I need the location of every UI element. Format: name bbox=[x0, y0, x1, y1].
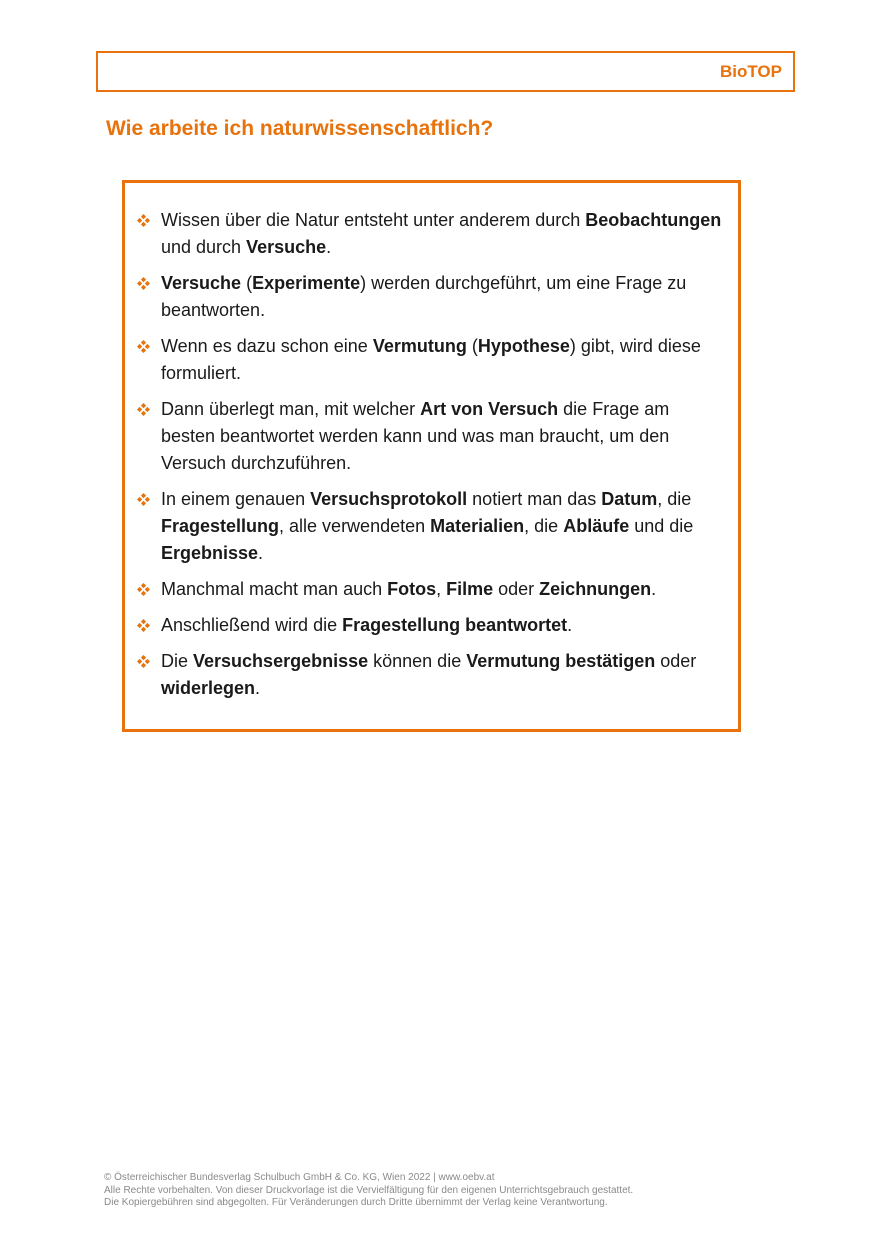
list-item bbox=[137, 648, 738, 702]
footer-line: Alle Rechte vorbehalten. Von dieser Druckvorlage ist die Vervielfältigung für den eigenen Unterrichtsgebrauch gestattet. bbox=[104, 1184, 634, 1196]
footer-line: Die Kopiergebühren sind abgegolten. Für Veränderungen durch Dritte übernimmt der Verlag keine Verantwortung. bbox=[104, 1197, 608, 1208]
bullet-text: Wissen über die Natur entsteht unter anderem durch Beobachtungen und durch Versuche. bbox=[161, 210, 722, 257]
brand-logo: BioTOP bbox=[719, 61, 782, 81]
bullet-text: In einem genauen Versuchsprotokoll notiert man das Datum, die Fragestellung, alle verwendeten Materialien, die Abläufe und die Ergebnisse. bbox=[161, 489, 694, 563]
four-diamond-bullet-icon bbox=[137, 648, 161, 668]
bullet-text: Manchmal macht man auch Fotos, Filme oder Zeichnungen. bbox=[161, 579, 657, 599]
bullet-text: Anschließend wird die Fragestellung beantwortet. bbox=[161, 615, 573, 635]
four-diamond-bullet-icon bbox=[137, 333, 161, 353]
footer bbox=[104, 1172, 633, 1210]
four-diamond-bullet-icon bbox=[137, 207, 161, 227]
list-item bbox=[137, 396, 738, 477]
footer-line: © Österreichischer Bundesverlag Schulbuch GmbH & Co. KG, Wien 2022 | www.oebv.at bbox=[104, 1172, 495, 1183]
bullet-text: Dann überlegt man, mit welcher Art von Versuch die Frage am besten beantwortet werden kann und was man braucht, um den Versuch durchzuführen. bbox=[161, 399, 670, 473]
list-item bbox=[137, 207, 738, 261]
bullet-text: Die Versuchsergebnisse können die Vermutung bestätigen oder widerlegen. bbox=[161, 651, 697, 698]
list-item bbox=[137, 612, 738, 639]
list-item bbox=[137, 576, 738, 603]
page-title: Wie arbeite ich naturwissenschaftlich? bbox=[106, 117, 494, 140]
four-diamond-bullet-icon bbox=[137, 486, 161, 506]
bullet-text: Versuche (Experimente) werden durchgeführt, um eine Frage zu beantworten. bbox=[161, 273, 687, 320]
list-item bbox=[137, 270, 738, 324]
bullet-text: Wenn es dazu schon eine Vermutung (Hypothese) gibt, wird diese formuliert. bbox=[161, 336, 701, 383]
bullet-list bbox=[137, 207, 738, 702]
list-item bbox=[137, 333, 738, 387]
four-diamond-bullet-icon bbox=[137, 576, 161, 596]
four-diamond-bullet-icon bbox=[137, 396, 161, 416]
list-item bbox=[137, 486, 738, 567]
four-diamond-bullet-icon bbox=[137, 270, 161, 290]
four-diamond-bullet-icon bbox=[137, 612, 161, 632]
header-box bbox=[96, 51, 795, 92]
content-box bbox=[122, 180, 741, 732]
